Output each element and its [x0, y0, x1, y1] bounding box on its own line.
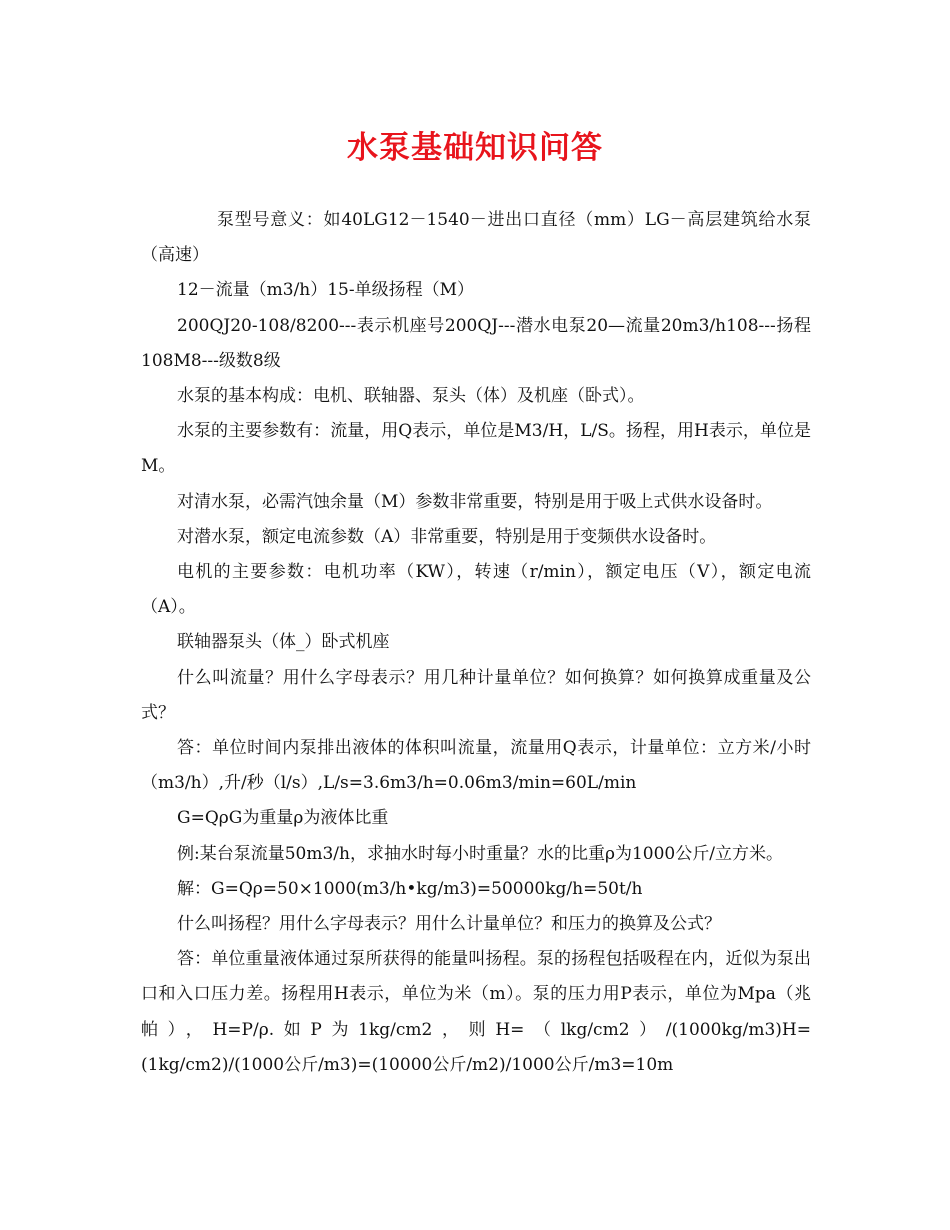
paragraph-question-head: 什么叫扬程？用什么字母表示？用什么计量单位？和压力的换算及公式？ — [177, 914, 721, 935]
paragraph-example: 例:某台泵流量50m3/h，求抽水时每小时重量？水的比重ρ为1000公斤/立方米。 — [177, 843, 783, 864]
paragraph-pump-model-meaning: 泵型号意义：如40LG12－1540－进出口直径（mm）LG－高层建筑给水泵（高速） — [141, 210, 811, 266]
document-title: 水泵基础知识问答 — [347, 130, 603, 166]
paragraph-solution: 解：G=Qρ=50×1000(m3/h•kg/m3)=50000kg/h=50t/h — [177, 878, 643, 899]
paragraph-answer-flow: 答：单位时间内泵排出液体的体积叫流量，流量用Q表示，计量单位：立方米/小时（m3/h）,升/秒（l/s）,L/s=3.6m3/h=0.06m3/min=60L/min — [141, 738, 811, 794]
paragraph-components: 联轴器泵头（体_）卧式机座 — [177, 632, 390, 653]
paragraph-submersible-pump: 对潜水泵，额定电流参数（A）非常重要，特别是用于变频供水设备时。 — [177, 526, 717, 547]
paragraph-submersible-model: 200QJ20-108/8200---表示机座号200QJ---潜水电泵20—流量20m3/h108---扬程108M8---级数8级 — [141, 315, 811, 371]
paragraph-motor-parameters: 电机的主要参数：电机功率（KW），转速（r/min），额定电压（V），额定电流（A）。 — [141, 562, 811, 618]
paragraph-flow-head: 12－流量（m3/h）15-单级扬程（M） — [177, 280, 475, 301]
paragraph-clean-water-pump: 对清水泵，必需汽蚀余量（M）参数非常重要，特别是用于吸上式供水设备时。 — [177, 491, 773, 512]
paragraph-main-parameters: 水泵的主要参数有：流量，用Q表示，单位是M3/H，L/S。扬程，用H表示，单位是M。 — [141, 421, 811, 477]
document-body — [141, 203, 811, 1083]
paragraph-answer-head: 答：单位重量液体通过泵所获得的能量叫扬程。泵的扬程包括吸程在内，近似为泵出口和入口压力差。扬程用H表示，单位为米（m）。泵的压力用P表示，单位为Mpa（兆帕），H=P/ρ.如P为1kg/cm2，则H=（lkg/cm2）/(1000kg/m3)H=(1kg/cm2)/(1000公斤/m3)=(10000公斤/m2)/1000公斤/m3=10m — [141, 949, 811, 1075]
paragraph-basic-composition: 水泵的基本构成：电机、联轴器、泵头（体）及机座（卧式）。 — [177, 386, 645, 407]
paragraph-weight-formula: G=QρG为重量ρ为液体比重 — [177, 808, 389, 829]
paragraph-question-flow: 什么叫流量？用什么字母表示？用几种计量单位？如何换算？如何换算成重量及公式？ — [141, 667, 811, 723]
